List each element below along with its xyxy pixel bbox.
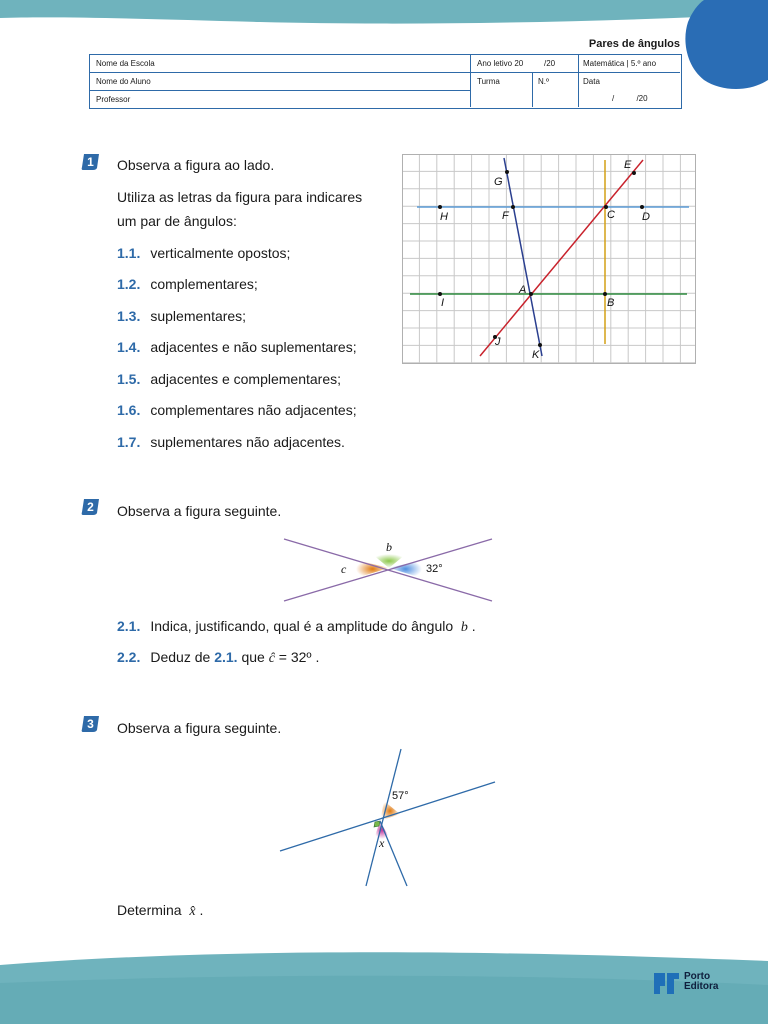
student-label: Nome do Aluno <box>96 77 151 86</box>
angle-32-label: 32° <box>426 563 443 575</box>
question-1-instruction-line2: um par de ângulos: <box>117 213 237 229</box>
school-label: Nome da Escola <box>96 59 155 68</box>
label-g: G <box>494 176 503 188</box>
question-1-item: 1.6. complementares não adjacentes; <box>117 402 357 418</box>
date-label: Data <box>583 77 600 86</box>
line-gk <box>504 158 542 356</box>
label-f: F <box>502 210 509 222</box>
question-3-number-badge <box>81 715 101 733</box>
label-a: A <box>519 284 527 296</box>
date-value: / /20 <box>612 94 648 103</box>
right-angle-mark <box>374 821 380 827</box>
question-2-number-badge <box>81 498 101 516</box>
top-wave-decoration <box>0 0 768 40</box>
page-title: Pares de ângulos <box>588 38 680 50</box>
year-suffix: /20 <box>544 59 556 68</box>
svg-text:2: 2 <box>87 500 94 514</box>
top-blob-decoration <box>680 0 768 90</box>
label-e: E <box>624 159 632 171</box>
year-label: Ano letivo 20 <box>477 59 524 68</box>
grid-lines <box>402 154 696 364</box>
student-info-table <box>89 54 682 109</box>
porto-editora-logo-text: Porto Editora <box>684 971 719 992</box>
label-d: D <box>642 211 650 223</box>
question-2-figure <box>280 535 496 605</box>
angle-57-label: 57° <box>392 790 409 802</box>
label-x: x <box>379 836 385 850</box>
question-2-intro: Observa a figura seguinte. <box>117 503 282 519</box>
label-c: c <box>341 562 347 576</box>
number-label: N.º <box>538 77 549 86</box>
svg-text:1: 1 <box>87 155 94 169</box>
subject-label: Matemática | 5.º ano <box>583 59 657 68</box>
label-b: B <box>607 297 615 309</box>
question-3-task: Determina x̂ . <box>117 902 204 919</box>
question-1-item: 1.3. suplementares; <box>117 308 247 324</box>
label-c: C <box>607 209 615 221</box>
porto-editora-logo-icon <box>653 972 681 996</box>
label-k: K <box>532 349 540 361</box>
question-1-item: 1.2. complementares; <box>117 276 258 292</box>
svg-text:3: 3 <box>87 717 94 731</box>
label-i: I <box>441 297 445 309</box>
question-2-item-2: 2.2. Deduz de 2.1. que ĉ = 32º . <box>117 649 320 666</box>
label-b: b <box>386 540 392 554</box>
question-3-intro: Observa a figura seguinte. <box>117 720 282 736</box>
question-1-intro: Observa a figura ao lado. <box>117 157 275 173</box>
question-1-item: 1.7. suplementares não adjacentes. <box>117 434 345 450</box>
question-1-item: 1.4. adjacentes e não suplementares; <box>117 339 357 355</box>
label-j: J <box>495 336 501 348</box>
question-1-figure <box>402 154 696 364</box>
question-1-item: 1.5. adjacentes e complementares; <box>117 371 342 387</box>
question-1-item: 1.1. verticalmente opostos; <box>117 245 291 261</box>
question-2-item-1: 2.1. Indica, justificando, qual é a amplitude do ângulo b . <box>117 618 476 635</box>
teacher-label: Professor <box>96 95 131 104</box>
label-h: H <box>440 211 448 223</box>
question-1-number-badge <box>81 153 101 171</box>
question-1-instruction-line1: Utiliza as letras da figura para indicares <box>117 189 363 205</box>
class-label: Turma <box>477 77 500 86</box>
question-3-figure <box>276 745 498 890</box>
